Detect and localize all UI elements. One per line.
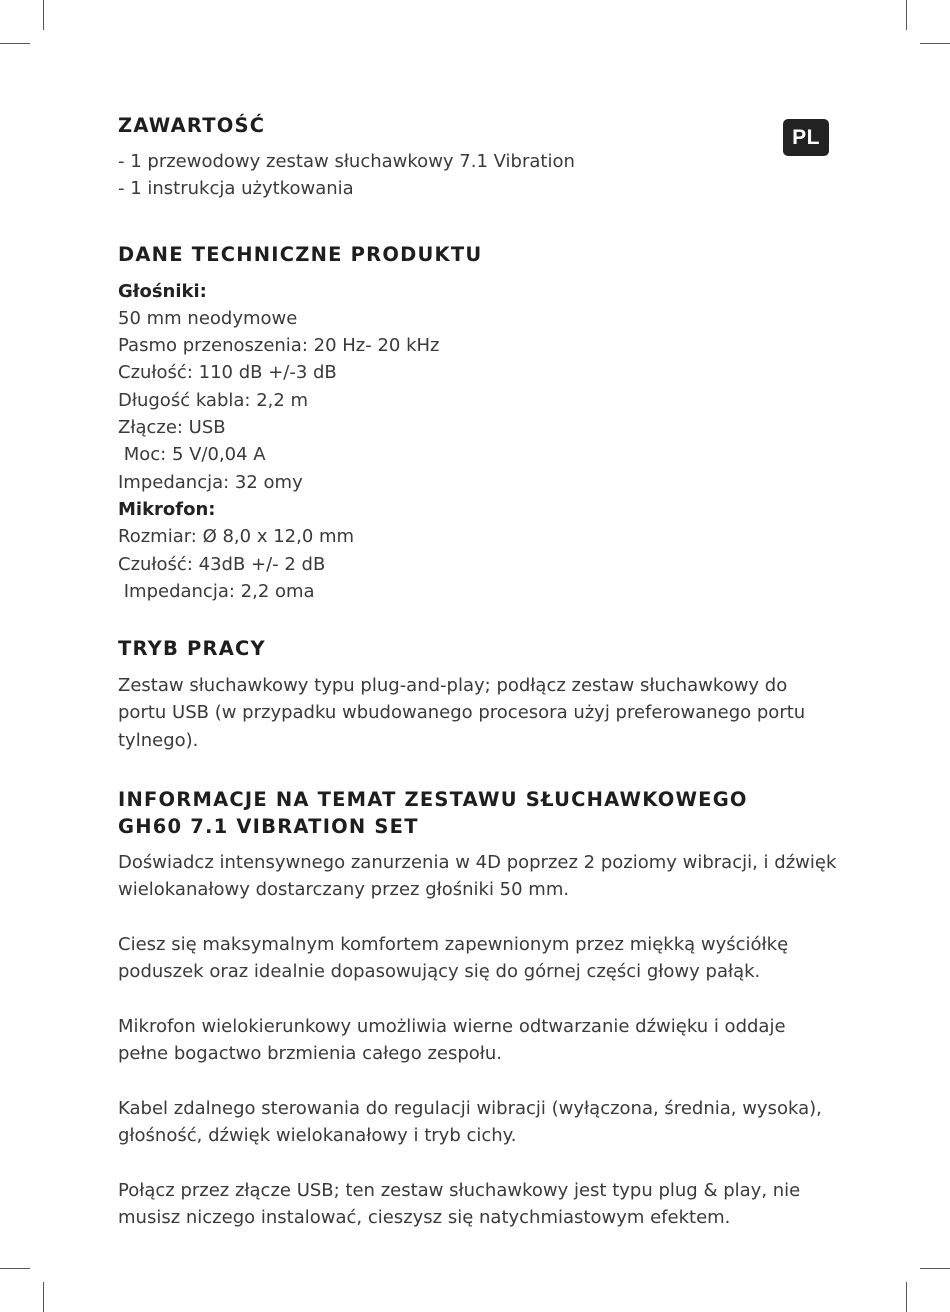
specs-heading: DANE TECHNICZNE PRODUKTU (118, 242, 483, 266)
spec-item: Impedancja: 2,2 oma (118, 580, 315, 602)
crop-mark (43, 1282, 44, 1312)
spec-item: 50 mm neodymowe (118, 307, 298, 329)
spec-item: Moc: 5 V/0,04 A (118, 444, 266, 466)
info-paragraph: Połącz przez złącze USB; ten zestaw słuchawkowy jest typu plug & play, nie musisz niczego instalować, cieszysz się natychmiastowym efektem. (118, 1179, 801, 1228)
info-paragraph: Ciesz się maksymalnym komfortem zapewnionym przez miękką wyściółkę poduszek oraz idealnie dopasowujący się do górnej części głowy pałąk. (118, 933, 789, 983)
crop-mark (43, 0, 44, 30)
info-heading (118, 786, 838, 840)
manual-page (118, 108, 838, 1231)
info-paragraph: Doświadcz intensywnego zanurzenia w 4D poprzez 2 poziomy wibracji, i dźwięk wielokanałowy dostarczany przez głośniki 50 mm. (118, 852, 837, 901)
crop-mark (906, 1282, 907, 1312)
spec-item: Czułość: 43dB +/- 2 dB (118, 553, 326, 575)
crop-mark (0, 43, 30, 44)
mode-text: Zestaw słuchawkowy typu plug-and-play; podłącz zestaw słuchawkowy do portu USB (w przypadku wbudowanego procesora użyj preferowanego portu tylnego). (118, 675, 806, 751)
contents-list (118, 148, 838, 203)
list-item: - 1 przewodowy zestaw słuchawkowy 7.1 Vibration (118, 151, 575, 172)
crop-mark (920, 1268, 950, 1269)
mic-label: Mikrofon: (118, 498, 216, 520)
contents-heading: ZAWARTOŚĆ (118, 114, 266, 137)
info-heading-line2: GH60 7.1 VIBRATION SET (118, 815, 419, 839)
specs-list (118, 278, 838, 606)
crop-mark (906, 0, 907, 30)
info-heading-line1: INFORMACJE NA TEMAT ZESTAWU SŁUCHAWKOWEGO (118, 788, 748, 812)
spec-item: Pasmo przenoszenia: 20 Hz- 20 kHz (118, 335, 440, 357)
info-paragraph: Mikrofon wielokierunkowy umożliwia wierne odtwarzanie dźwięku i oddaje pełne bogactwo brzmienia całego zespołu. (118, 1015, 786, 1065)
spec-item: Długość kabla: 2,2 m (118, 389, 309, 411)
spec-item: Czułość: 110 dB +/-3 dB (118, 362, 337, 384)
crop-mark (0, 1268, 30, 1269)
mode-heading: TRYB PRACY (118, 637, 266, 661)
info-paragraph: Kabel zdalnego sterowania do regulacji wibracji (wyłączona, średnia, wysoka), głośność, dźwięk wielokanałowy i tryb cichy. (118, 1097, 822, 1147)
spec-item: Rozmiar: Ø 8,0 x 12,0 mm (118, 526, 355, 548)
spec-item: Impedancja: 32 omy (118, 471, 303, 493)
spec-item: Złącze: USB (118, 417, 226, 439)
language-badge: PL (783, 119, 829, 156)
speakers-label: Głośniki: (118, 280, 207, 302)
crop-mark (920, 43, 950, 44)
list-item: - 1 instrukcja użytkowania (118, 178, 354, 200)
